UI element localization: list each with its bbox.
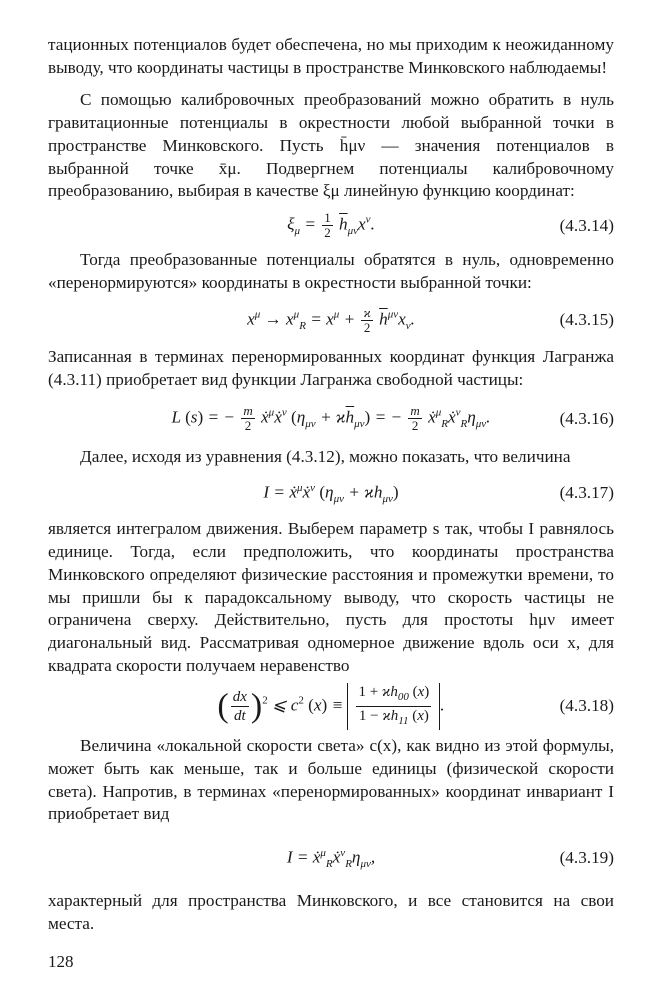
equation-4-3-19: $I = ẋ^\mu_Rẋ^\nu_R\eta_{\mu\nu}$, (4.3.19) (286, 846, 614, 870)
equation-4-3-17: I = ẋ$^\mu$ẋ$^\nu$ $(\eta_{\mu\nu} + ϰh_{\mu\nu})$ (4.3.17) (263, 481, 614, 506)
paragraph-6: является интегралом движения. Выберем параметр s так, чтобы I равнялось единице. Тогда, если предположить, что координаты пространства Минковского определяют физические расстояния и промежутки времени, то мы пришли бы к парадоксальному выводу, что скорость частицы не ограничена сверху. Действительно, пусть для простоты hμν имеет диагональный вид. Рассматривая одномерное движение вдоль оси x, для квадрата скорости получаем неравенство (48, 519, 614, 675)
paragraph-7: Величина «локальной скорости света» c(x), как видно из этой формулы, может быть как меньше, так и больше единицы (физической скорости света). Напротив, в терминах «перенормированных» координат инвариант I приобретает вид (48, 736, 614, 824)
paragraph-5: Далее, исходя из уравнения (4.3.12), можно показать, что величина (80, 446, 571, 466)
paragraph-8: характерный для пространства Минковского, и все становится на свои места. (48, 891, 614, 933)
paragraph-3: Тогда преобразованные потенциалы обратятся в нуль, одновременно «перенормируются» координаты в окрестности выбранной точки: (48, 249, 614, 292)
equation-4-3-16: L (s) = − $\frac{m}{2}$ ẋ$^\mu$ẋ$^\nu$ $(\eta_{\mu\nu} + ϰ\overline{h}_{\mu\nu})$ = − $\frac{m}{2}$ $ẋ^\mu_Rẋ^\nu_R\eta_{\mu\nu}$. (4.3.16) (171, 403, 614, 434)
equation-4-3-15: $x^\mu \to x^\mu_R = x^\mu$ + $\frac{ϰ}{2}$ $\overline{h}^{\mu\nu}x_\nu$. (4.3.15) (247, 304, 614, 335)
equation-4-3-18: ( $\frac{dx}{dt}$ )$^2$ ⩽ $c^2$ (x) ≡ $\frac{1 + ϰh_{00} (x)}{1 - ϰh_{11} (x)}$ . (4.3.18) (48, 677, 614, 735)
page-number: 128 (48, 952, 74, 971)
equation-number: (4.3.17) (559, 483, 614, 503)
equation-number: (4.3.18) (559, 696, 614, 716)
equation-4-3-14: $\xi_\mu$ = $\frac{1}{2}$ $\overline{h}_{\mu\nu}x^\nu$. (4.3.14) (287, 210, 614, 241)
paragraph-1: тационных потенциалов будет обеспечена, но мы приходим к неожиданному выводу, что координаты частицы в пространстве Минковского наблюдаемы! (48, 35, 614, 77)
equation-number: (4.3.15) (559, 310, 614, 330)
paragraph-4: Записанная в терминах перенормированных координат функция Лагранжа (4.3.11) приобретает вид функции Лагранжа свободной частицы: (48, 347, 614, 390)
equation-number: (4.3.16) (559, 408, 614, 428)
equation-number: (4.3.14) (559, 215, 614, 235)
paragraph-2: С помощью калибровочных преобразований можно обратить в нуль гравитационные потенциалы в окрестности любой выбранной точки в пространстве Минковского. Пусть h̄μν — значения потенциалов в выбранной точке x̄μ. Подвергнем потенциалы калибровочному преобразованию, выбирая в качестве ξμ линейную функцию координат: (48, 90, 614, 201)
equation-number: (4.3.19) (559, 848, 614, 868)
